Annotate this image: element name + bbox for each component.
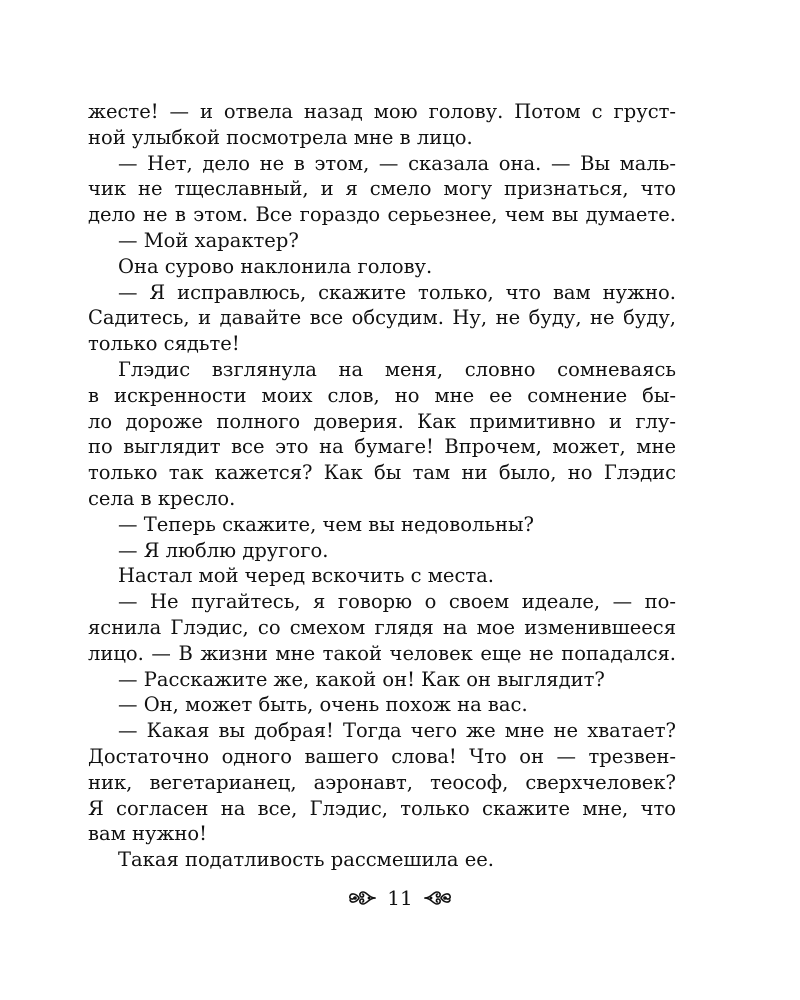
right-ornament-icon [423,887,453,909]
text-line: дело не в этом. Все гораздо серьезнее, чем вы думаете. [88,203,676,227]
body-text [88,99,676,873]
text-line: Достаточно одного вашего слова! Что он — трезвен- [88,744,676,768]
left-ornament-icon [347,887,377,909]
text-line: в искренности моих слов, но мне ее сомнение бы- [88,383,676,407]
text-line: чик не тщеславный, и я смело могу признаться, что [88,177,676,201]
text-line: только сядьте! [88,332,240,356]
text-line: — Не пугайтесь, я говорю о своем идеале, — по- [118,590,676,614]
text-line: вам нужно! [88,822,207,846]
text-line: Глэдис взглянула на меня, словно сомневаясь [118,357,676,381]
text-line: ло дороже полного доверия. Как примитивно и глу- [88,409,676,433]
text-line: лицо. — В жизни мне такой человек еще не попадался. [88,641,676,665]
text-line: Она сурово наклонила голову. [118,254,433,278]
text-line: ной улыбкой посмотрела мне в лицо. [88,125,473,149]
text-line: Настал мой черед вскочить с места. [118,564,494,588]
text-line: Я согласен на все, Глэдис, только скажите мне, что [88,796,676,820]
text-line: — Я исправлюсь, скажите только, что вам нужно. [118,280,676,304]
text-line: села в кресло. [88,486,236,510]
folio [0,880,800,916]
text-line: яснила Глэдис, со смехом глядя на мое изменившееся [88,615,676,639]
text-line: Такая податливость рассмешила ее. [118,848,495,872]
text-line: жесте! — и отвела назад мою голову. Потом с груст- [88,100,676,123]
text-line: — Теперь скажите, чем вы недовольны? [118,512,534,536]
text-line: ник, вегетарианец, аэронавт, теософ, сверхчеловек? [88,770,676,794]
text-line: — Расскажите же, какой он! Как он выглядит? [118,667,605,691]
text-line: — Нет, дело не в этом, — сказала она. — Вы маль- [118,151,676,175]
text-line: — Он, может быть, очень похож на вас. [118,693,528,717]
page-number: 11 [387,886,413,910]
text-line: — Какая вы добрая! Тогда чего же мне не хватает? [118,719,676,743]
text-line: — Мой характер? [118,228,299,252]
text-line: — Я люблю другого. [118,538,329,562]
text-line: по выглядит все это на бумаге! Впрочем, может, мне [88,435,676,459]
text-line: только так кажется? Как бы там ни было, но Глэдис [88,461,676,485]
text-line: Садитесь, и давайте все обсудим. Ну, не буду, не буду, [88,306,676,330]
